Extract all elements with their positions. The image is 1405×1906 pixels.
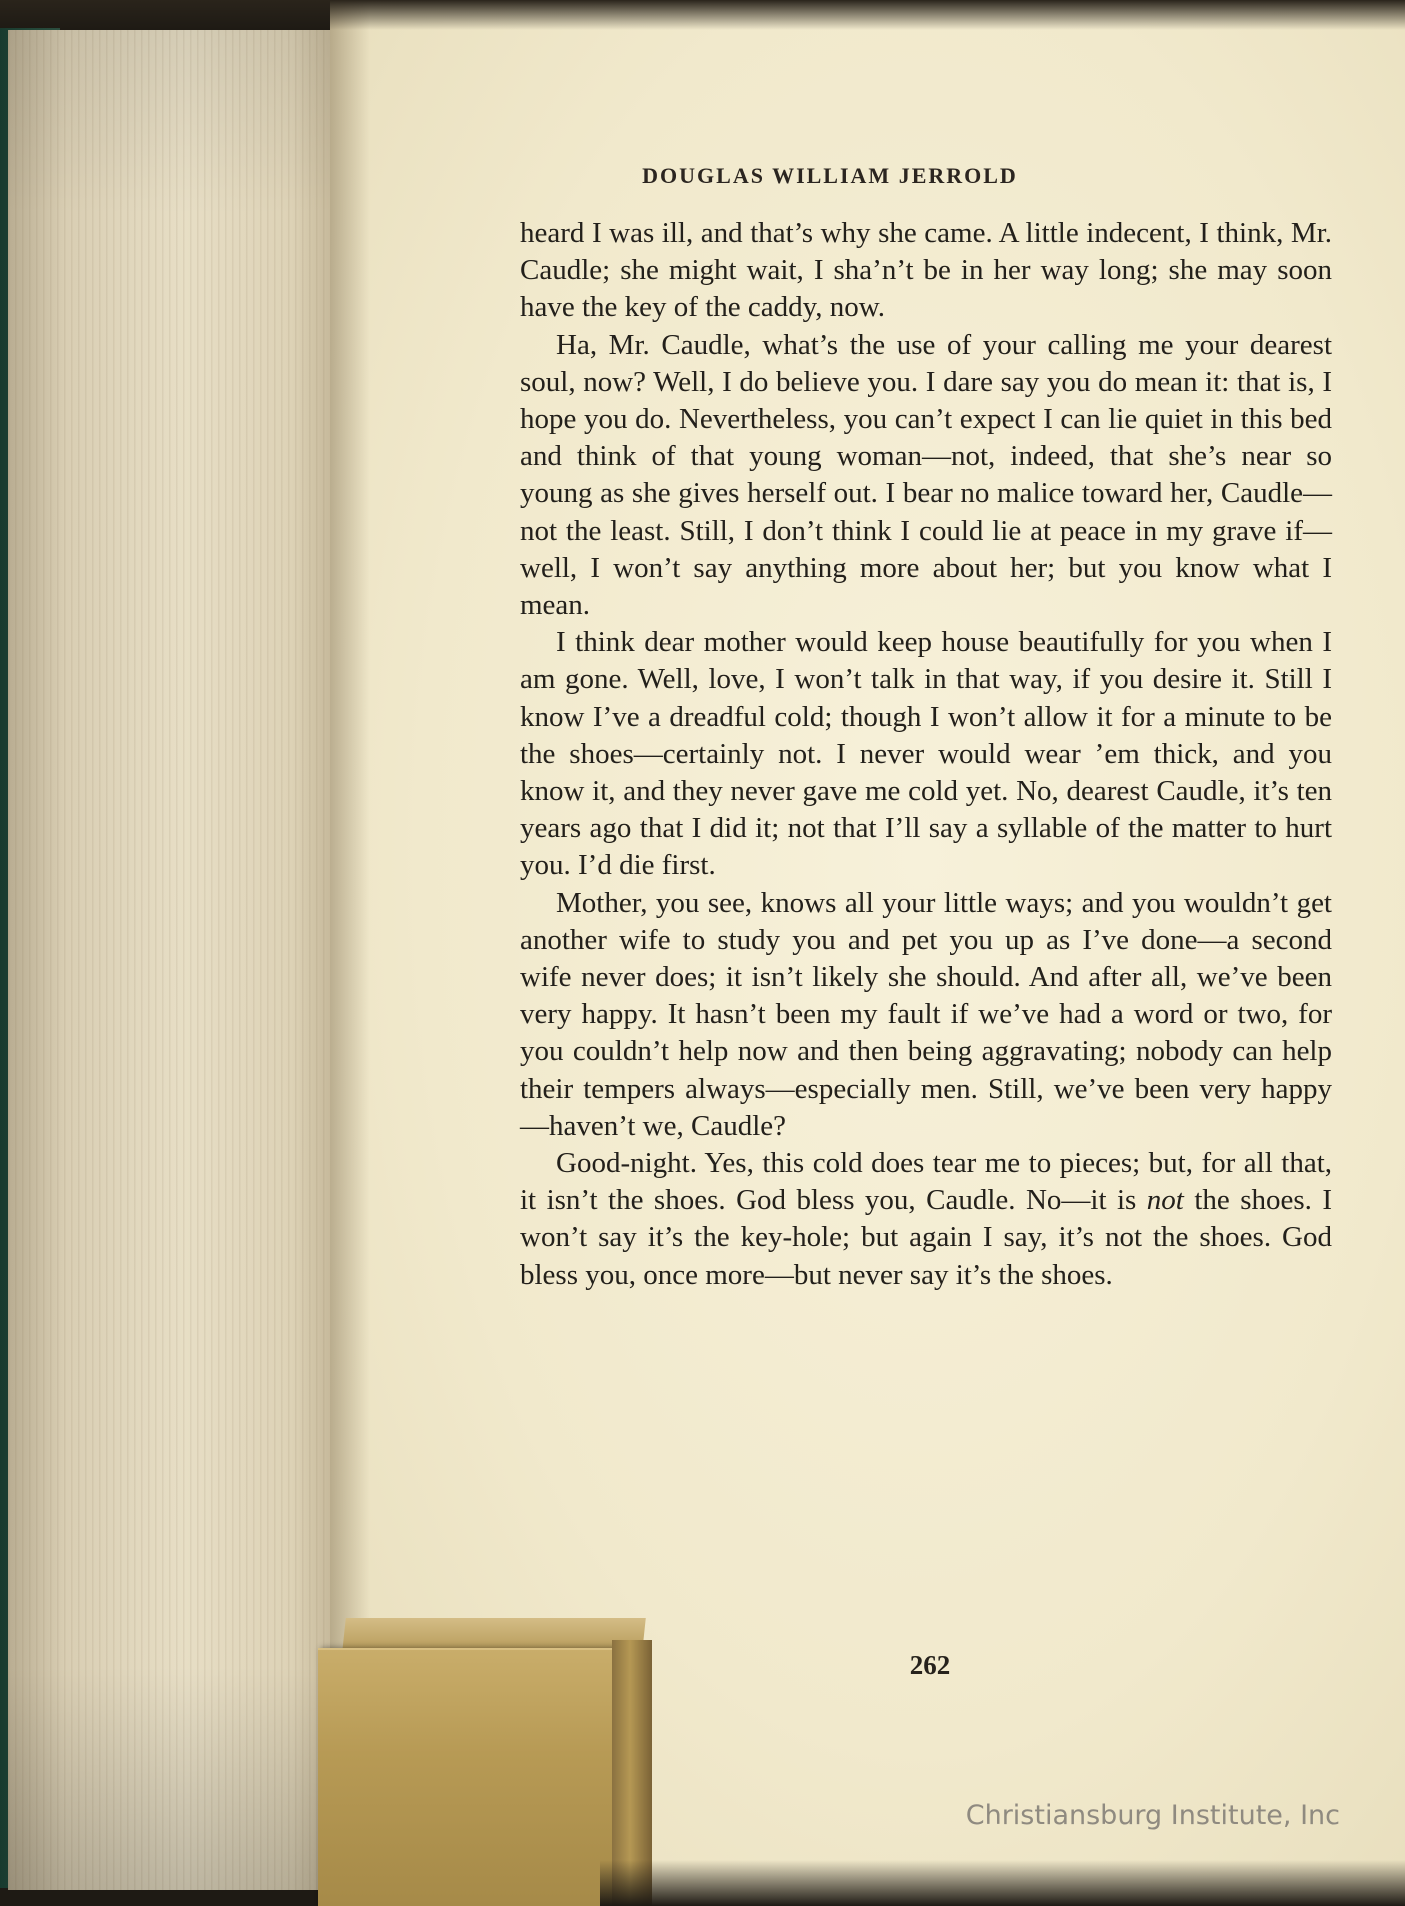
bookmark-top-face [342,1618,646,1652]
italic-emphasis: not [1146,1184,1184,1217]
page-stack-edges [8,30,331,1890]
paragraph-last [520,1145,1332,1294]
paragraph: Mother, you see, knows all your little ways; and you wouldn’t get another wife to study you and pet you up as I’ve done—a second wife never does; it isn’t likely she should. And after all, we’ve been very happy. It hasn’t been my fault if we’ve had a word or two, for you couldn’t help now and then being aggravating; nobody can help their tempers always—especially men. Still, we’ve been very happy—haven’t we, Caudle? [520,886,1332,1142]
paragraph: Ha, Mr. Caudle, what’s the use of your calling me your dearest soul, now? Well, I do believe you. I dare say you do mean it: that is, I hope you do. Nevertheless, you can’t expect I can lie quiet in this bed and think of that young woman—not, indeed, that she’s near so young as she gives herself out. I bear no malice toward her, Caudle—not the least. Still, I don’t think I could lie at peace in my grave if—well, I won’t say anything more about her; but you know what I mean. [520,328,1332,622]
paragraph: I think dear mother would keep house beautifully for you when I am gone. Well, love, I won’t talk in that way, if you desire it. Still I know I’ve a dreadful cold; though I won’t allow it for a minute to be the shoes—certainly not. I never would wear ’em thick, and you know it, and they never gave me cold yet. No, dearest Caudle, it’s ten years ago that I did it; not that I’ll say a syllable of the matter to hurt you. I’d die first. [520,626,1332,882]
text-run: the shoes. I won’t say it’s the key-hole; but again I say, it’s not the shoes. God bless you, once more—but never say it’s the shoes. [520,1184,1332,1291]
paragraph: heard I was ill, and that’s why she came. A little indecent, I think, Mr. Caudle; she might wait, I sha’n’t be in her way long; she may soon have the key of the caddy, now. [520,217,1332,324]
page-number: 262 [909,1650,951,1680]
text-run: Good-night. Yes, this cold does tear me to pieces; but, for all that, it isn’t the shoes. God bless you, Caudle. No—it is [520,1147,1332,1217]
running-head: DOUGLAS WILLIAM JERROLD [642,163,1018,188]
top-shadow [0,0,1405,30]
bookmark-block [318,1648,640,1906]
bottom-shadow [600,1860,1405,1906]
watermark-text: Christiansburg Institute, Inc [965,1800,1340,1831]
body-text [520,215,1332,1294]
